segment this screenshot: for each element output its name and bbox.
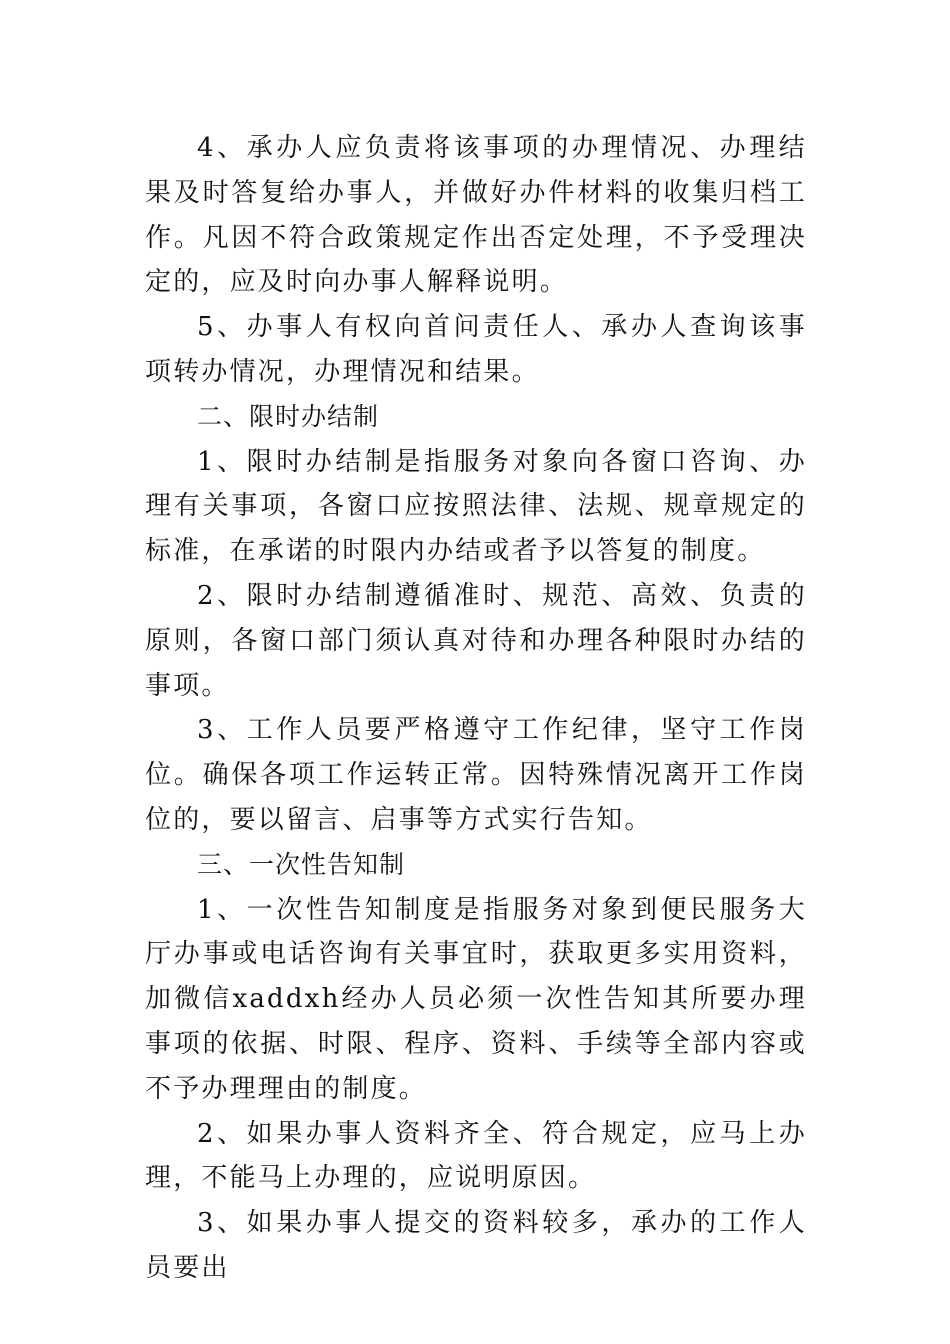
document-body <box>145 126 807 1291</box>
paragraph-one-time-notice-2: 2、如果办事人资料齐全、符合规定，应马上办理，不能马上办理的，应说明原因。 <box>145 1118 807 1194</box>
paragraph-4-handler-responsibility: 4、承办人应负责将该事项的办理情况、办理结果及时答复给办事人，并做好办件材料的收集归档工作。凡因不符合政策规定作出否定处理，不予受理决定的，应及时向办事人解释说明。 <box>145 133 807 298</box>
section-heading-one-time-notice: 三、一次性告知制 <box>197 849 406 879</box>
paragraph-one-time-notice-1: 1、一次性告知制度是指服务对象到便民服务大厅办事或电话咨询有关事宜时，获取更多实用资料，加微信xaddxh经办人员必须一次性告知其所要办理事项的依据、时限、程序、资料、手续等全部内容或不予办理理由的制度。 <box>145 894 807 1104</box>
paragraph-one-time-notice-3: 3、如果办事人提交的资料较多，承办的工作人员要出 <box>145 1208 807 1283</box>
paragraph-time-limit-2: 2、限时办结制遵循准时、规范、高效、负责的原则，各窗口部门须认真对待和办理各种限时办结的事项。 <box>145 580 807 701</box>
paragraph-time-limit-1: 1、限时办结制是指服务对象向各窗口咨询、办理有关事项，各窗口应按照法律、法规、规章规定的标准，在承诺的时限内办结或者予以答复的制度。 <box>145 446 807 567</box>
section-heading-time-limit: 二、限时办结制 <box>197 401 380 431</box>
paragraph-time-limit-3: 3、工作人员要严格遵守工作纪律，坚守工作岗位。确保各项工作运转正常。因特殊情况离开工作岗位的，要以留言、启事等方式实行告知。 <box>145 715 807 835</box>
paragraph-5-inquiry-right: 5、办事人有权向首问责任人、承办人查询该事项转办情况，办理情况和结果。 <box>145 312 807 387</box>
